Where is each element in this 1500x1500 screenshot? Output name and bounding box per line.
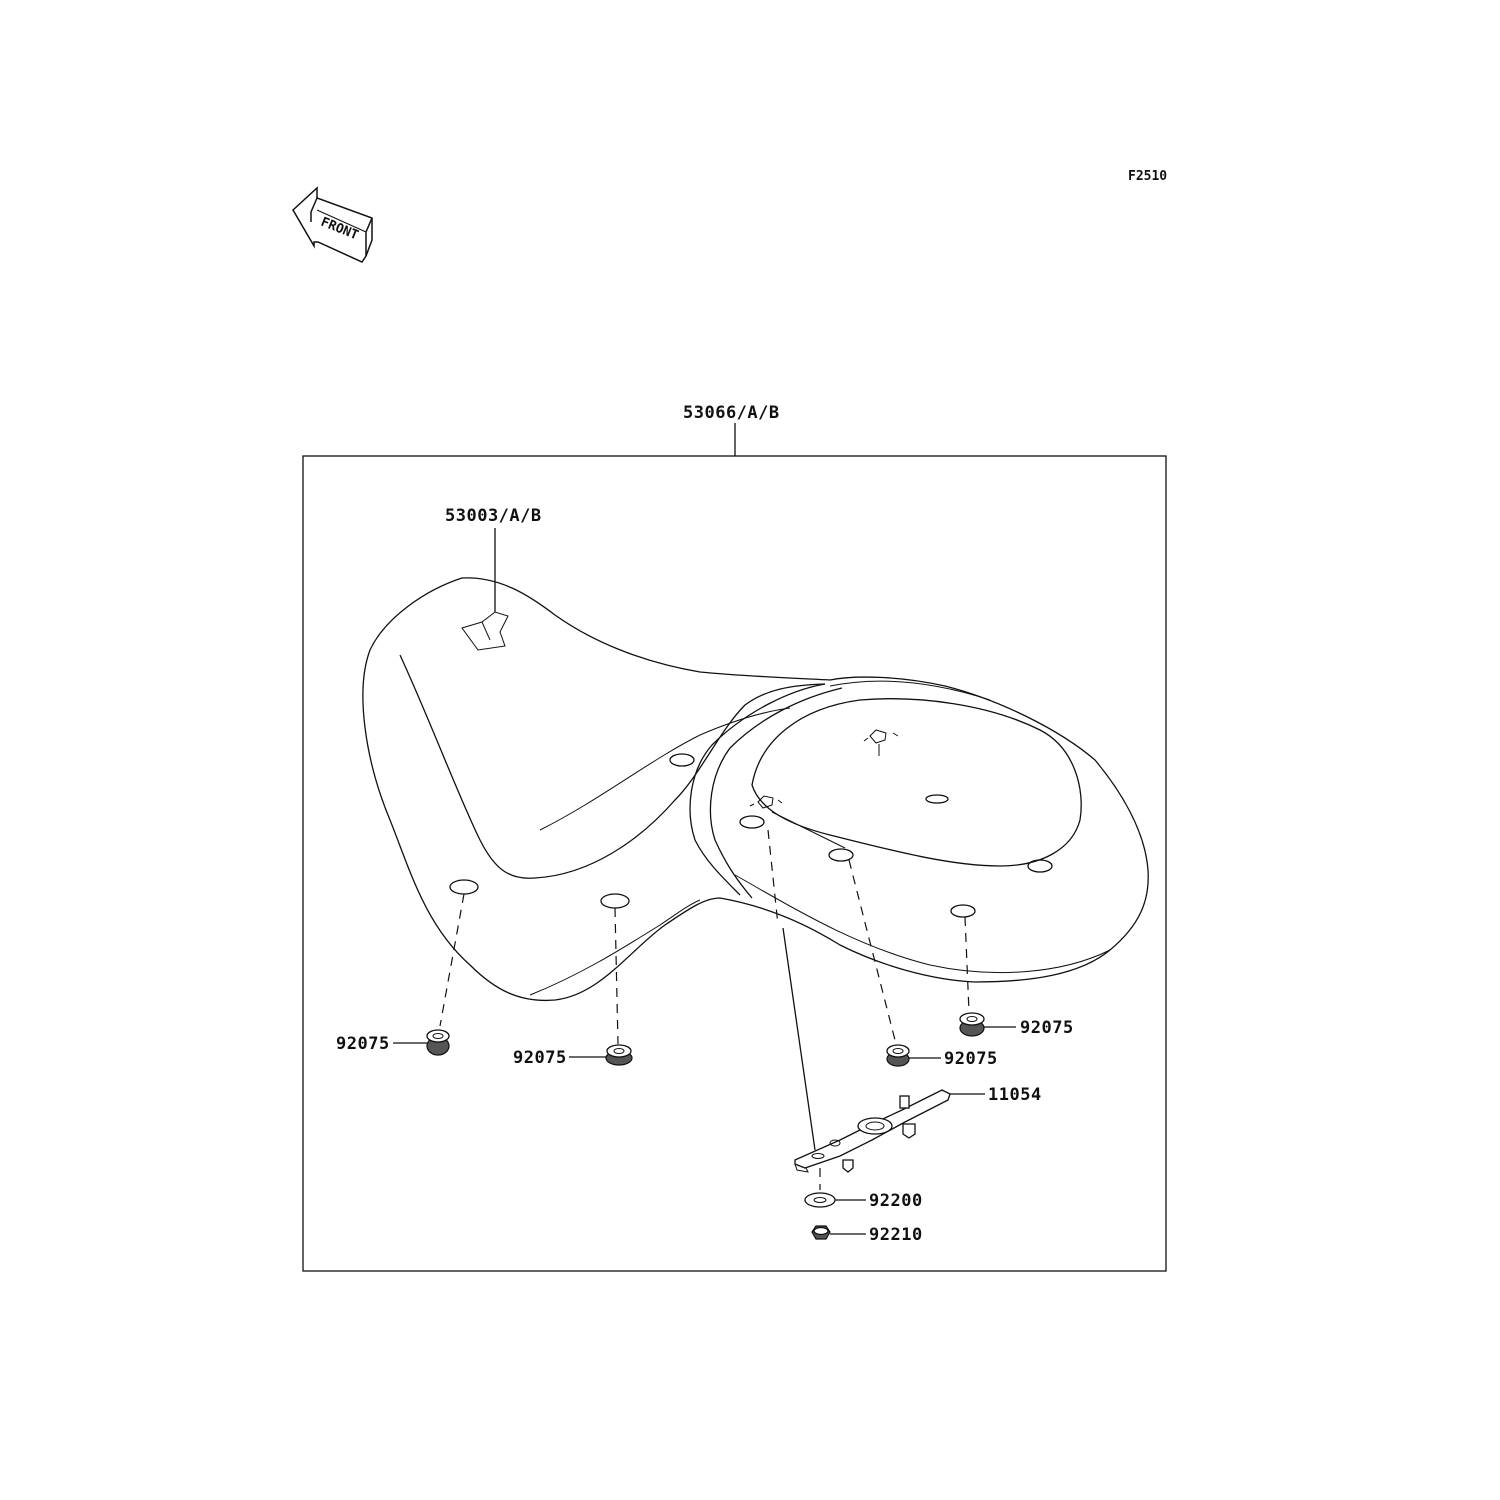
- callout-92075-left-inner: 92075: [513, 1048, 567, 1068]
- assembly-frame: [303, 456, 1166, 1271]
- front-arrow-icon: [293, 188, 372, 262]
- grommet-right-inner: [887, 1045, 909, 1066]
- figure-code: F2510: [1128, 169, 1168, 184]
- callout-53066: 53066/A/B: [683, 403, 780, 423]
- front-label: FRONT: [318, 214, 361, 244]
- callout-92210: 92210: [869, 1225, 923, 1245]
- callout-92075-right-outer: 92075: [1020, 1018, 1074, 1038]
- callout-11054: 11054: [988, 1085, 1042, 1105]
- nut-part: [812, 1226, 830, 1239]
- washer-part: [805, 1193, 835, 1207]
- seat-body: [363, 578, 1148, 1001]
- grommet-left-outer: [427, 1030, 449, 1055]
- bracket-part: [795, 1090, 950, 1172]
- assembly-lines: [440, 812, 969, 1190]
- grommet-left-inner: [606, 1045, 632, 1065]
- callout-92075-left-outer: 92075: [336, 1034, 390, 1054]
- callout-92075-right-inner: 92075: [944, 1049, 998, 1069]
- callout-92200: 92200: [869, 1191, 923, 1211]
- callout-53003: 53003/A/B: [445, 506, 542, 526]
- grommet-right-outer: [960, 1013, 984, 1036]
